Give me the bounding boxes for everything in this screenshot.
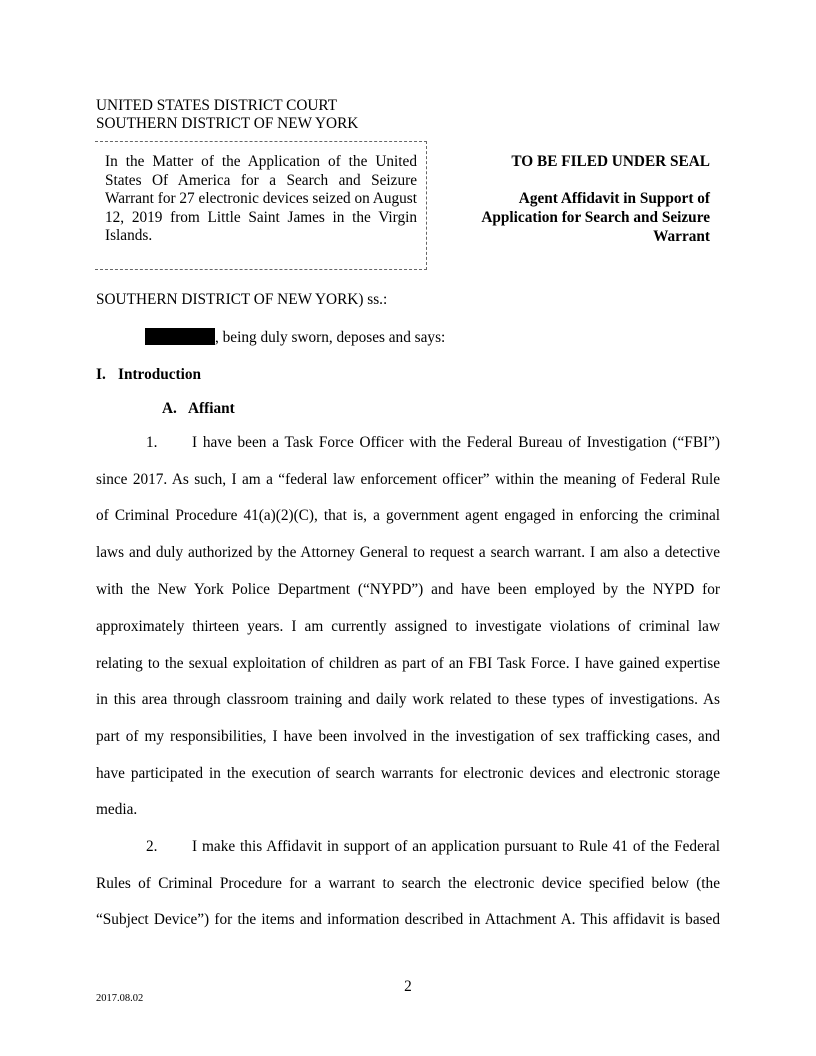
subsection-title: Affiant xyxy=(188,400,235,417)
paragraph-line: in this area through classroom training and daily work related to these types of investigations. As xyxy=(96,691,720,708)
paragraph-number: 1. xyxy=(146,434,158,451)
paragraph-line: since 2017. As such, I am a “federal law enforcement officer” within the meaning of Federal Rule xyxy=(96,471,720,488)
deposes-line xyxy=(145,328,445,347)
affidavit-title-line-2: Application for Search and Seizure xyxy=(481,209,710,226)
paragraph-line: 2. I make this Affidavit in support of an application pursuant to Rule 41 of the Federal xyxy=(146,838,720,855)
paragraph-line: have participated in the execution of search warrants for electronic devices and electronic storage xyxy=(96,765,720,782)
paragraph-line: “Subject Device”) for the items and information described in Attachment A. This affidavit is based xyxy=(96,911,720,928)
paragraph-line: of Criminal Procedure 41(a)(2)(C), that is, a government agent engaged in enforcing the criminal xyxy=(96,507,720,524)
redaction-block xyxy=(145,328,215,345)
paragraph-number: 2. xyxy=(146,838,158,855)
paragraph-line: relating to the sexual exploitation of children as part of an FBI Task Force. I have gained expertise xyxy=(96,655,720,672)
subsection-number: A. xyxy=(162,400,177,417)
affidavit-title-line-3: Warrant xyxy=(653,228,710,245)
case-caption-box xyxy=(95,141,427,270)
paragraph-line: approximately thirteen years. I am currently assigned to investigate violations of criminal law xyxy=(96,618,720,635)
paragraph-line: part of my responsibilities, I have been involved in the investigation of sex trafficking cases, and xyxy=(96,728,720,745)
footer-code: 2017.08.02 xyxy=(96,993,144,1004)
court-district: SOUTHERN DISTRICT OF NEW YORK xyxy=(96,115,359,132)
paragraph-line: media. xyxy=(96,801,138,818)
court-name: UNITED STATES DISTRICT COURT xyxy=(96,97,338,114)
matter-description: In the Matter of the Application of the United States Of America for a Search and Seizure Warrant for 27 electronic devices seized on August 12, 2019 from Little Saint James in the Virgin Islands. xyxy=(105,153,417,245)
section-heading xyxy=(96,366,201,384)
venue-line: SOUTHERN DISTRICT OF NEW YORK) ss.: xyxy=(96,291,388,308)
caption-right-column xyxy=(440,152,710,246)
court-heading xyxy=(96,97,358,133)
section-title: Introduction xyxy=(118,366,202,383)
deposes-text: , being duly sworn, deposes and says: xyxy=(215,329,446,346)
paragraph-line: with the New York Police Department (“NYPD”) and have been employed by the NYPD for xyxy=(96,581,720,598)
paragraph-line: 1. I have been a Task Force Officer with the Federal Bureau of Investigation (“FBI”) xyxy=(146,434,720,451)
paragraph-line: laws and duly authorized by the Attorney General to request a search warrant. I am also a detective xyxy=(96,544,720,561)
paragraph-line: Rules of Criminal Procedure for a warrant to search the electronic device specified below (the xyxy=(96,875,720,892)
seal-notice: TO BE FILED UNDER SEAL xyxy=(511,153,710,170)
subsection-heading xyxy=(162,400,235,418)
page-number: 2 xyxy=(404,978,412,995)
affidavit-title-line-1: Agent Affidavit in Support of xyxy=(518,190,710,207)
section-number: I. xyxy=(96,366,106,383)
